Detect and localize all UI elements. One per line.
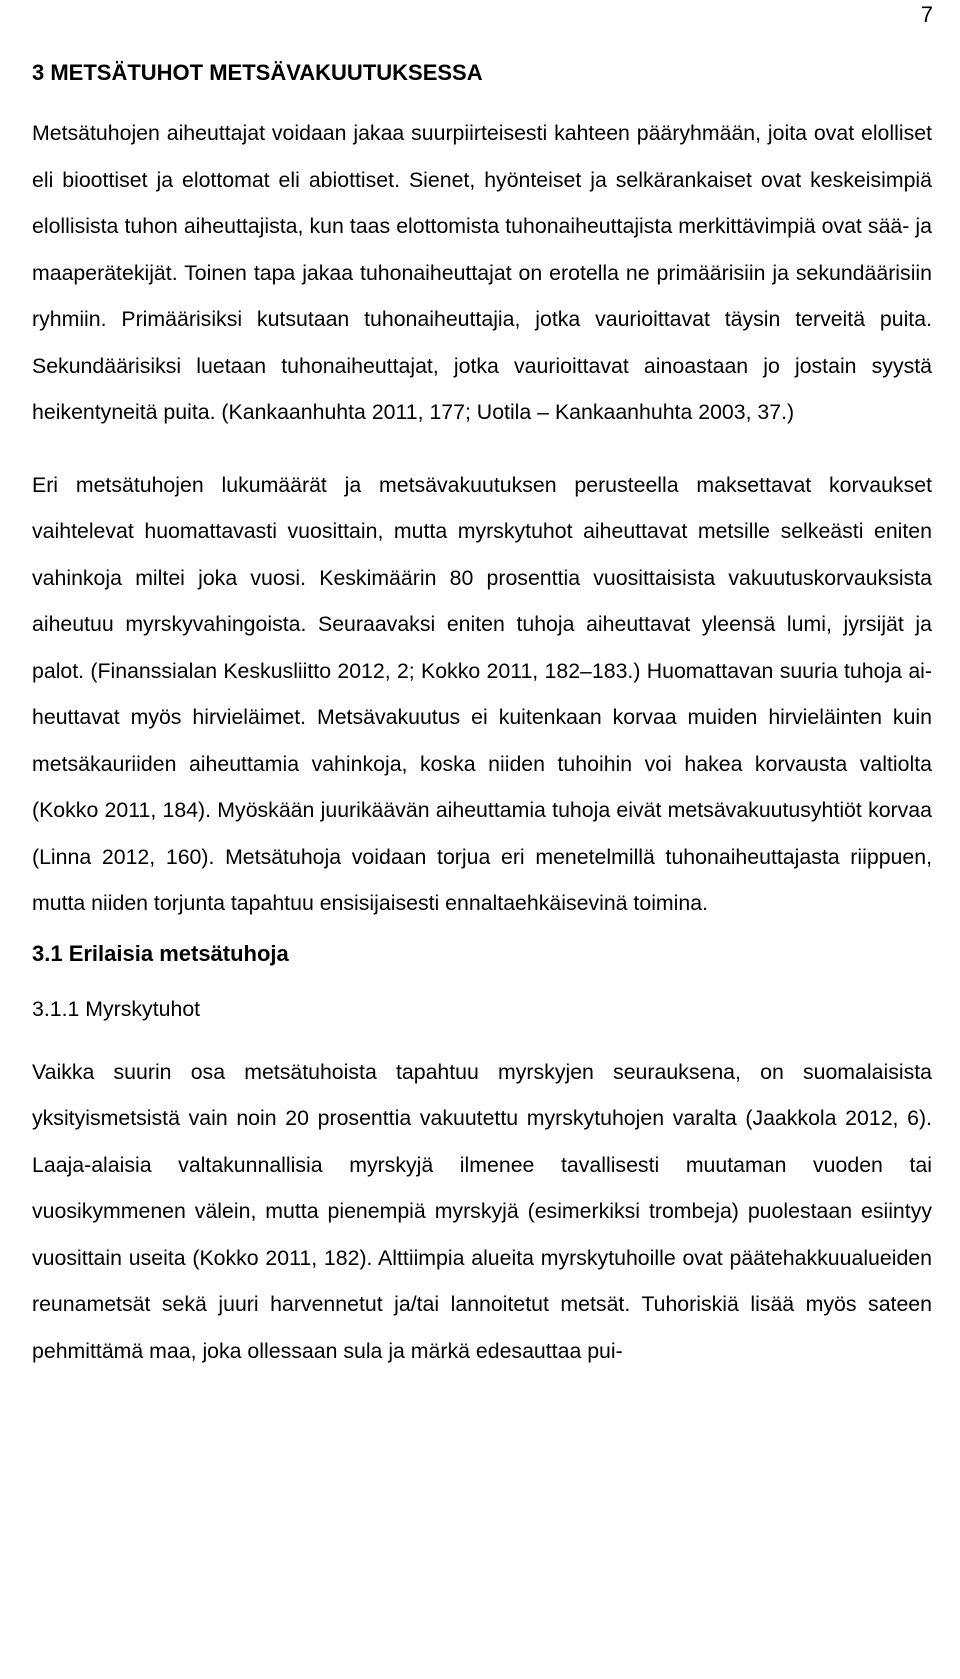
subsection-heading: 3.1.1 Myrskytuhot <box>32 996 201 1021</box>
paragraph-damage-statistics: Eri metsätuhojen lukumäärät ja metsävakuutuksen perusteella maksettavat korvaukset vaihtelevat huomattavasti vuosittain, mutta myrskytuhot aiheuttavat metsille selkeästi eniten vahinkoja miltei joka vuosi. Keskimäärin 80 prosenttia vuosittaisista vakuutuskorvauksista aiheutuu myrskyvahingoista. Seuraavaksi eniten tuhoja aiheuttavat yleensä lumi, jyrsijät ja palot. (Finanssialan Keskusliitto 2012, 2; Kokko 2011, 182–183.) Huomattavan suuria tuhoja aiheuttavat myös hirvieläimet. Metsävakuutus ei kuitenkaan korvaa muiden hirvieläinten kuin metsäkauriiden aiheuttamia vahinkoja, koska niiden tuhoihin voi hakea korvausta valtiolta (Kokko 2011, 184). Myöskään juurikäävän aiheuttamia tuhoja eivät metsävakuutusyhtiöt korvaa (Linna 2012, 160). Metsätuhoja voidaan torjua eri menetelmillä tuhonaiheuttajasta riippuen, mutta niiden torjunta tapahtuu ensisijaisesti ennaltaehkäisevinä toimina. <box>32 472 932 915</box>
paragraph-damage-causes: Metsätuhojen aiheuttajat voidaan jakaa suurpiirteisesti kahteen pääryhmään, joita ovat elolliset eli bioottiset ja elottomat eli abiottiset. Sienet, hyönteiset ja selkärankaiset ovat keskeisimpiä elollisista tuhon aiheuttajista, kun taas elottomista tuhonaiheuttajista merkittävimpiä ovat sää- ja maaperätekijät. Toinen tapa jakaa tuhonaiheuttajat on erotella ne primäärisiin ja sekundäärisiin ryhmiin. Primäärisiksi kutsutaan tuhonaiheuttajia, jotka vaurioittavat täysin terveitä puita. Sekundäärisiksi luetaan tuhonaiheuttajat, jotka vaurioittavat ainoastaan jo jostain syystä heikentyneitä puita. (Kankaanhuhta 2011, 177; Uotila – Kankaanhuhta 2003, 37.) <box>32 121 932 424</box>
chapter-heading: 3 METSÄTUHOT METSÄVAKUUTUKSESSA <box>32 60 483 85</box>
document-body <box>32 58 932 1374</box>
page-number: 7 <box>920 2 933 27</box>
section-heading: 3.1 Erilaisia metsätuhoja <box>32 940 289 966</box>
paragraph-storm-damage: Vaikka suurin osa metsätuhoista tapahtuu myrskyjen seurauksena, on suomalaisista yksityismetsistä vain noin 20 prosenttia vakuutettu myrskytuhojen varalta (Jaakkola 2012, 6). Laaja-alaisia valtakunnallisia myrskyjä ilmenee tavallisesti muutaman vuoden tai vuosikymmenen välein, mutta pienempiä myrskyjä (esimerkiksi trombeja) puolestaan esiintyy vuosittain useita (Kokko 2011, 182). Alttiimpia alueita myrskytuhoille ovat päätehakkuualueiden reunametsät sekä juuri harvennetut ja/tai lannoitetut metsät. Tuhoriskiä lisää myös sateen pehmittämä maa, joka ollessaan sula ja märkä edesauttaa pui- <box>32 1059 932 1363</box>
